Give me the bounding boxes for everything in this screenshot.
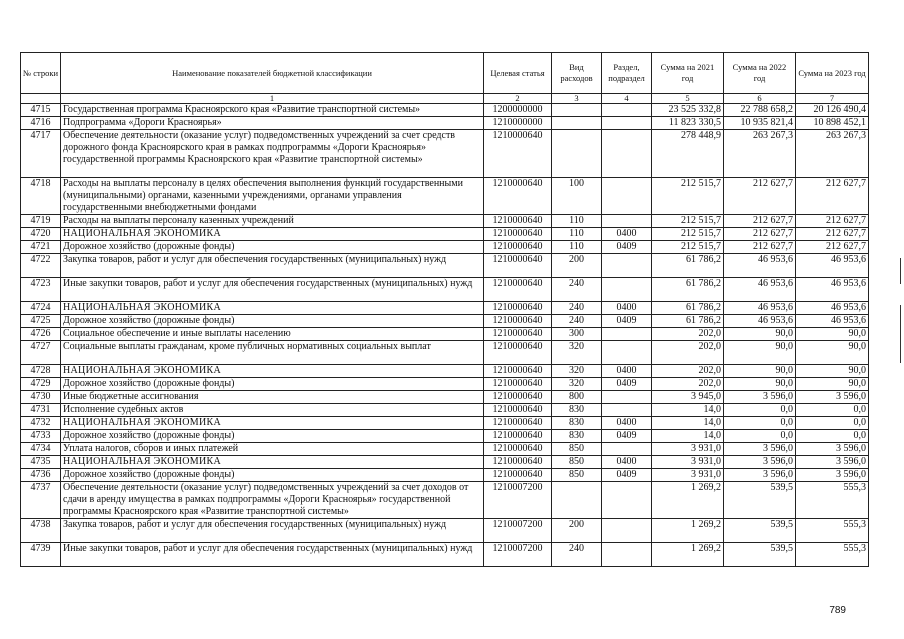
margin-mark <box>900 258 901 284</box>
table-row <box>21 482 869 519</box>
row-vid: 240 <box>552 543 602 567</box>
row-sum-2021: 3 945,0 <box>652 391 724 404</box>
row-sum-2023: 212 627,7 <box>796 215 869 228</box>
row-razdel <box>602 482 652 519</box>
row-sum-2022: 212 627,7 <box>724 241 796 254</box>
row-sum-2021: 202,0 <box>652 341 724 365</box>
column-number-cell: 4 <box>602 94 652 104</box>
row-sum-2022: 90,0 <box>724 378 796 391</box>
header-row-no: № строки <box>21 53 61 94</box>
row-target-code: 1200000000 <box>484 104 552 117</box>
row-sum-2023: 46 953,6 <box>796 278 869 302</box>
row-sum-2023: 3 596,0 <box>796 391 869 404</box>
row-sum-2021: 1 269,2 <box>652 543 724 567</box>
row-sum-2023: 0,0 <box>796 430 869 443</box>
column-number-cell: 1 <box>61 94 484 104</box>
row-target-code: 1210000640 <box>484 469 552 482</box>
row-sum-2022: 3 596,0 <box>724 391 796 404</box>
row-name: Иные бюджетные ассигнования <box>61 391 484 404</box>
page-number: 789 <box>829 605 846 616</box>
column-number-cell: 2 <box>484 94 552 104</box>
row-vid <box>552 117 602 130</box>
row-number: 4727 <box>21 341 61 365</box>
row-sum-2023: 555,3 <box>796 543 869 567</box>
row-razdel <box>602 328 652 341</box>
row-razdel: 0400 <box>602 365 652 378</box>
header-vid: Вид расходов <box>552 53 602 94</box>
row-name: Дорожное хозяйство (дорожные фонды) <box>61 378 484 391</box>
table-row <box>21 315 869 328</box>
row-name: Социальные выплаты гражданам, кроме публичных нормативных социальных выплат <box>61 341 484 365</box>
row-razdel <box>602 341 652 365</box>
row-target-code: 1210000640 <box>484 391 552 404</box>
table-row <box>21 117 869 130</box>
row-vid: 850 <box>552 443 602 456</box>
row-sum-2021: 14,0 <box>652 404 724 417</box>
row-name: НАЦИОНАЛЬНАЯ ЭКОНОМИКА <box>61 417 484 430</box>
row-sum-2021: 3 931,0 <box>652 456 724 469</box>
row-number: 4716 <box>21 117 61 130</box>
row-name: Государственная программа Красноярского края «Развитие транспортной системы» <box>61 104 484 117</box>
row-target-code: 1210000640 <box>484 241 552 254</box>
row-razdel <box>602 104 652 117</box>
row-number: 4724 <box>21 302 61 315</box>
row-vid: 110 <box>552 215 602 228</box>
row-vid: 200 <box>552 254 602 278</box>
row-vid: 110 <box>552 228 602 241</box>
row-sum-2022: 3 596,0 <box>724 443 796 456</box>
row-sum-2023: 90,0 <box>796 328 869 341</box>
row-razdel <box>602 215 652 228</box>
row-sum-2023: 555,3 <box>796 519 869 543</box>
margin-mark <box>900 305 901 363</box>
row-sum-2022: 46 953,6 <box>724 315 796 328</box>
row-target-code: 1210000640 <box>484 417 552 430</box>
row-sum-2022: 539,5 <box>724 519 796 543</box>
row-number: 4733 <box>21 430 61 443</box>
row-target-code: 1210000640 <box>484 130 552 178</box>
row-sum-2023: 3 596,0 <box>796 469 869 482</box>
row-sum-2022: 90,0 <box>724 341 796 365</box>
row-razdel <box>602 278 652 302</box>
row-sum-2023: 46 953,6 <box>796 254 869 278</box>
row-name: НАЦИОНАЛЬНАЯ ЭКОНОМИКА <box>61 456 484 469</box>
row-sum-2021: 61 786,2 <box>652 315 724 328</box>
row-sum-2021: 202,0 <box>652 365 724 378</box>
row-number: 4719 <box>21 215 61 228</box>
header-razdel: Раздел, подраздел <box>602 53 652 94</box>
row-razdel: 0409 <box>602 430 652 443</box>
table-row <box>21 443 869 456</box>
row-sum-2022: 46 953,6 <box>724 302 796 315</box>
row-vid: 100 <box>552 178 602 215</box>
row-name: Расходы на выплаты персоналу в целях обеспечения выполнения функций государственными (муниципальными) органами, казенными учреждениями, органами управления государственными внебюджетными фондами <box>61 178 484 215</box>
row-razdel: 0409 <box>602 241 652 254</box>
row-sum-2023: 212 627,7 <box>796 228 869 241</box>
table-body <box>21 104 869 567</box>
row-name: Социальное обеспечение и иные выплаты населению <box>61 328 484 341</box>
row-number: 4738 <box>21 519 61 543</box>
row-sum-2023: 3 596,0 <box>796 456 869 469</box>
row-sum-2021: 212 515,7 <box>652 228 724 241</box>
row-vid: 800 <box>552 391 602 404</box>
row-razdel <box>602 178 652 215</box>
row-number: 4718 <box>21 178 61 215</box>
column-number-cell: 7 <box>796 94 869 104</box>
row-sum-2022: 0,0 <box>724 404 796 417</box>
row-razdel: 0409 <box>602 315 652 328</box>
row-name: Расходы на выплаты персоналу казенных учреждений <box>61 215 484 228</box>
row-razdel <box>602 543 652 567</box>
row-target-code: 1210000640 <box>484 378 552 391</box>
row-number: 4726 <box>21 328 61 341</box>
row-number: 4729 <box>21 378 61 391</box>
row-vid: 850 <box>552 456 602 469</box>
row-number: 4735 <box>21 456 61 469</box>
row-number: 4736 <box>21 469 61 482</box>
row-name: Дорожное хозяйство (дорожные фонды) <box>61 430 484 443</box>
row-vid: 240 <box>552 302 602 315</box>
row-sum-2021: 278 448,9 <box>652 130 724 178</box>
row-sum-2021: 3 931,0 <box>652 443 724 456</box>
row-target-code: 1210000640 <box>484 456 552 469</box>
row-sum-2022: 3 596,0 <box>724 469 796 482</box>
row-sum-2022: 46 953,6 <box>724 254 796 278</box>
row-sum-2021: 3 931,0 <box>652 469 724 482</box>
row-number: 4721 <box>21 241 61 254</box>
row-sum-2021: 14,0 <box>652 430 724 443</box>
row-sum-2023: 20 126 490,4 <box>796 104 869 117</box>
row-sum-2021: 14,0 <box>652 417 724 430</box>
row-name: НАЦИОНАЛЬНАЯ ЭКОНОМИКА <box>61 365 484 378</box>
row-razdel: 0400 <box>602 456 652 469</box>
row-sum-2021: 61 786,2 <box>652 302 724 315</box>
row-sum-2021: 202,0 <box>652 328 724 341</box>
row-target-code: 1210000640 <box>484 228 552 241</box>
row-sum-2023: 90,0 <box>796 341 869 365</box>
table-row <box>21 241 869 254</box>
row-sum-2022: 212 627,7 <box>724 178 796 215</box>
row-vid: 110 <box>552 241 602 254</box>
row-sum-2021: 212 515,7 <box>652 215 724 228</box>
header-sum-2023: Сумма на 2023 год <box>796 53 869 94</box>
row-sum-2023: 263 267,3 <box>796 130 869 178</box>
table-row <box>21 228 869 241</box>
row-sum-2023: 10 898 452,1 <box>796 117 869 130</box>
row-sum-2023: 212 627,7 <box>796 178 869 215</box>
header-name: Наименование показателей бюджетной классификации <box>61 53 484 94</box>
table-row <box>21 365 869 378</box>
row-sum-2022: 90,0 <box>724 328 796 341</box>
row-target-code: 1210000640 <box>484 178 552 215</box>
row-name: НАЦИОНАЛЬНАЯ ЭКОНОМИКА <box>61 302 484 315</box>
row-target-code: 1210000640 <box>484 430 552 443</box>
row-number: 4715 <box>21 104 61 117</box>
row-razdel <box>602 130 652 178</box>
row-sum-2023: 90,0 <box>796 378 869 391</box>
row-number: 4722 <box>21 254 61 278</box>
row-razdel: 0409 <box>602 469 652 482</box>
row-sum-2021: 1 269,2 <box>652 482 724 519</box>
table-row <box>21 417 869 430</box>
row-sum-2023: 0,0 <box>796 404 869 417</box>
row-target-code: 1210000640 <box>484 254 552 278</box>
row-vid: 200 <box>552 519 602 543</box>
row-razdel <box>602 404 652 417</box>
row-number: 4734 <box>21 443 61 456</box>
header-row <box>21 53 869 94</box>
column-number-cell: 5 <box>652 94 724 104</box>
row-sum-2022: 539,5 <box>724 482 796 519</box>
row-sum-2021: 23 525 332,8 <box>652 104 724 117</box>
table-row <box>21 341 869 365</box>
table-row <box>21 404 869 417</box>
row-vid: 240 <box>552 278 602 302</box>
row-name: НАЦИОНАЛЬНАЯ ЭКОНОМИКА <box>61 228 484 241</box>
row-name: Иные закупки товаров, работ и услуг для обеспечения государственных (муниципальных) нужд <box>61 278 484 302</box>
row-razdel: 0400 <box>602 302 652 315</box>
row-vid: 320 <box>552 378 602 391</box>
table-row <box>21 302 869 315</box>
row-target-code: 1210000640 <box>484 404 552 417</box>
row-vid: 320 <box>552 341 602 365</box>
row-vid: 830 <box>552 430 602 443</box>
table-row <box>21 430 869 443</box>
row-vid: 830 <box>552 404 602 417</box>
row-target-code: 1210000640 <box>484 365 552 378</box>
row-target-code: 1210007200 <box>484 543 552 567</box>
row-vid: 240 <box>552 315 602 328</box>
table-row <box>21 378 869 391</box>
row-number: 4720 <box>21 228 61 241</box>
row-sum-2021: 212 515,7 <box>652 241 724 254</box>
row-target-code: 1210007200 <box>484 519 552 543</box>
table-row <box>21 254 869 278</box>
row-razdel <box>602 391 652 404</box>
row-target-code: 1210000640 <box>484 328 552 341</box>
row-number: 4737 <box>21 482 61 519</box>
row-razdel: 0400 <box>602 228 652 241</box>
row-sum-2022: 263 267,3 <box>724 130 796 178</box>
row-name: Дорожное хозяйство (дорожные фонды) <box>61 315 484 328</box>
row-vid <box>552 104 602 117</box>
row-sum-2023: 212 627,7 <box>796 241 869 254</box>
row-target-code: 1210000640 <box>484 215 552 228</box>
row-sum-2022: 539,5 <box>724 543 796 567</box>
header-sum-2021: Сумма на 2021 год <box>652 53 724 94</box>
header-target: Целевая статья <box>484 53 552 94</box>
row-sum-2021: 202,0 <box>652 378 724 391</box>
row-number: 4728 <box>21 365 61 378</box>
table-row <box>21 328 869 341</box>
row-razdel <box>602 443 652 456</box>
row-razdel <box>602 254 652 278</box>
row-name: Закупка товаров, работ и услуг для обеспечения государственных (муниципальных) нужд <box>61 254 484 278</box>
row-sum-2022: 0,0 <box>724 430 796 443</box>
row-number: 4731 <box>21 404 61 417</box>
row-sum-2023: 46 953,6 <box>796 315 869 328</box>
row-vid <box>552 130 602 178</box>
row-sum-2023: 0,0 <box>796 417 869 430</box>
table-row <box>21 469 869 482</box>
row-name: Исполнение судебных актов <box>61 404 484 417</box>
row-vid: 830 <box>552 417 602 430</box>
table-row <box>21 130 869 178</box>
row-sum-2022: 212 627,7 <box>724 215 796 228</box>
row-sum-2022: 90,0 <box>724 365 796 378</box>
budget-table <box>20 52 869 567</box>
table-row <box>21 391 869 404</box>
row-razdel <box>602 519 652 543</box>
row-vid: 300 <box>552 328 602 341</box>
row-sum-2022: 3 596,0 <box>724 456 796 469</box>
row-name: Обеспечение деятельности (оказание услуг) подведомственных учреждений за счет средств дорожного фонда Красноярского края в рамках подпрограммы «Дороги Красноярья» государственной программы Красноярского края «Развитие транспортной системы» <box>61 130 484 178</box>
column-number-cell <box>21 94 61 104</box>
row-target-code: 1210000640 <box>484 278 552 302</box>
row-name: Обеспечение деятельности (оказание услуг) подведомственных учреждений за счет доходов от сдачи в аренду имущества в рамках подпрограммы «Дороги Красноярья» государственной программы Красноярского края «Развитие транспортной системы» <box>61 482 484 519</box>
row-sum-2023: 555,3 <box>796 482 869 519</box>
row-name: Иные закупки товаров, работ и услуг для обеспечения государственных (муниципальных) нужд <box>61 543 484 567</box>
row-sum-2021: 212 515,7 <box>652 178 724 215</box>
row-target-code: 1210000640 <box>484 315 552 328</box>
row-number: 4725 <box>21 315 61 328</box>
document-page <box>20 52 868 567</box>
table-row <box>21 543 869 567</box>
row-vid: 850 <box>552 469 602 482</box>
row-sum-2023: 3 596,0 <box>796 443 869 456</box>
row-target-code: 1210000640 <box>484 341 552 365</box>
row-number: 4723 <box>21 278 61 302</box>
row-vid: 320 <box>552 365 602 378</box>
row-number: 4717 <box>21 130 61 178</box>
row-number: 4730 <box>21 391 61 404</box>
table-row <box>21 519 869 543</box>
row-sum-2023: 90,0 <box>796 365 869 378</box>
row-target-code: 1210000640 <box>484 443 552 456</box>
row-target-code: 1210007200 <box>484 482 552 519</box>
column-number-cell: 3 <box>552 94 602 104</box>
row-razdel: 0400 <box>602 417 652 430</box>
row-target-code: 1210000000 <box>484 117 552 130</box>
row-name: Закупка товаров, работ и услуг для обеспечения государственных (муниципальных) нужд <box>61 519 484 543</box>
column-number-row <box>21 94 869 104</box>
table-row <box>21 215 869 228</box>
table-row <box>21 104 869 117</box>
row-sum-2021: 61 786,2 <box>652 278 724 302</box>
row-sum-2022: 212 627,7 <box>724 228 796 241</box>
row-number: 4739 <box>21 543 61 567</box>
row-name: Уплата налогов, сборов и иных платежей <box>61 443 484 456</box>
row-target-code: 1210000640 <box>484 302 552 315</box>
row-sum-2021: 11 823 330,5 <box>652 117 724 130</box>
row-sum-2022: 10 935 821,4 <box>724 117 796 130</box>
row-razdel: 0409 <box>602 378 652 391</box>
row-name: Дорожное хозяйство (дорожные фонды) <box>61 469 484 482</box>
row-name: Подпрограмма «Дороги Красноярья» <box>61 117 484 130</box>
table-row <box>21 278 869 302</box>
table-row <box>21 456 869 469</box>
header-sum-2022: Сумма на 2022 год <box>724 53 796 94</box>
row-razdel <box>602 117 652 130</box>
row-vid <box>552 482 602 519</box>
row-sum-2021: 1 269,2 <box>652 519 724 543</box>
row-sum-2022: 22 788 658,2 <box>724 104 796 117</box>
row-sum-2022: 46 953,6 <box>724 278 796 302</box>
row-number: 4732 <box>21 417 61 430</box>
row-sum-2021: 61 786,2 <box>652 254 724 278</box>
row-sum-2023: 46 953,6 <box>796 302 869 315</box>
column-number-cell: 6 <box>724 94 796 104</box>
row-name: Дорожное хозяйство (дорожные фонды) <box>61 241 484 254</box>
row-sum-2022: 0,0 <box>724 417 796 430</box>
table-row <box>21 178 869 215</box>
